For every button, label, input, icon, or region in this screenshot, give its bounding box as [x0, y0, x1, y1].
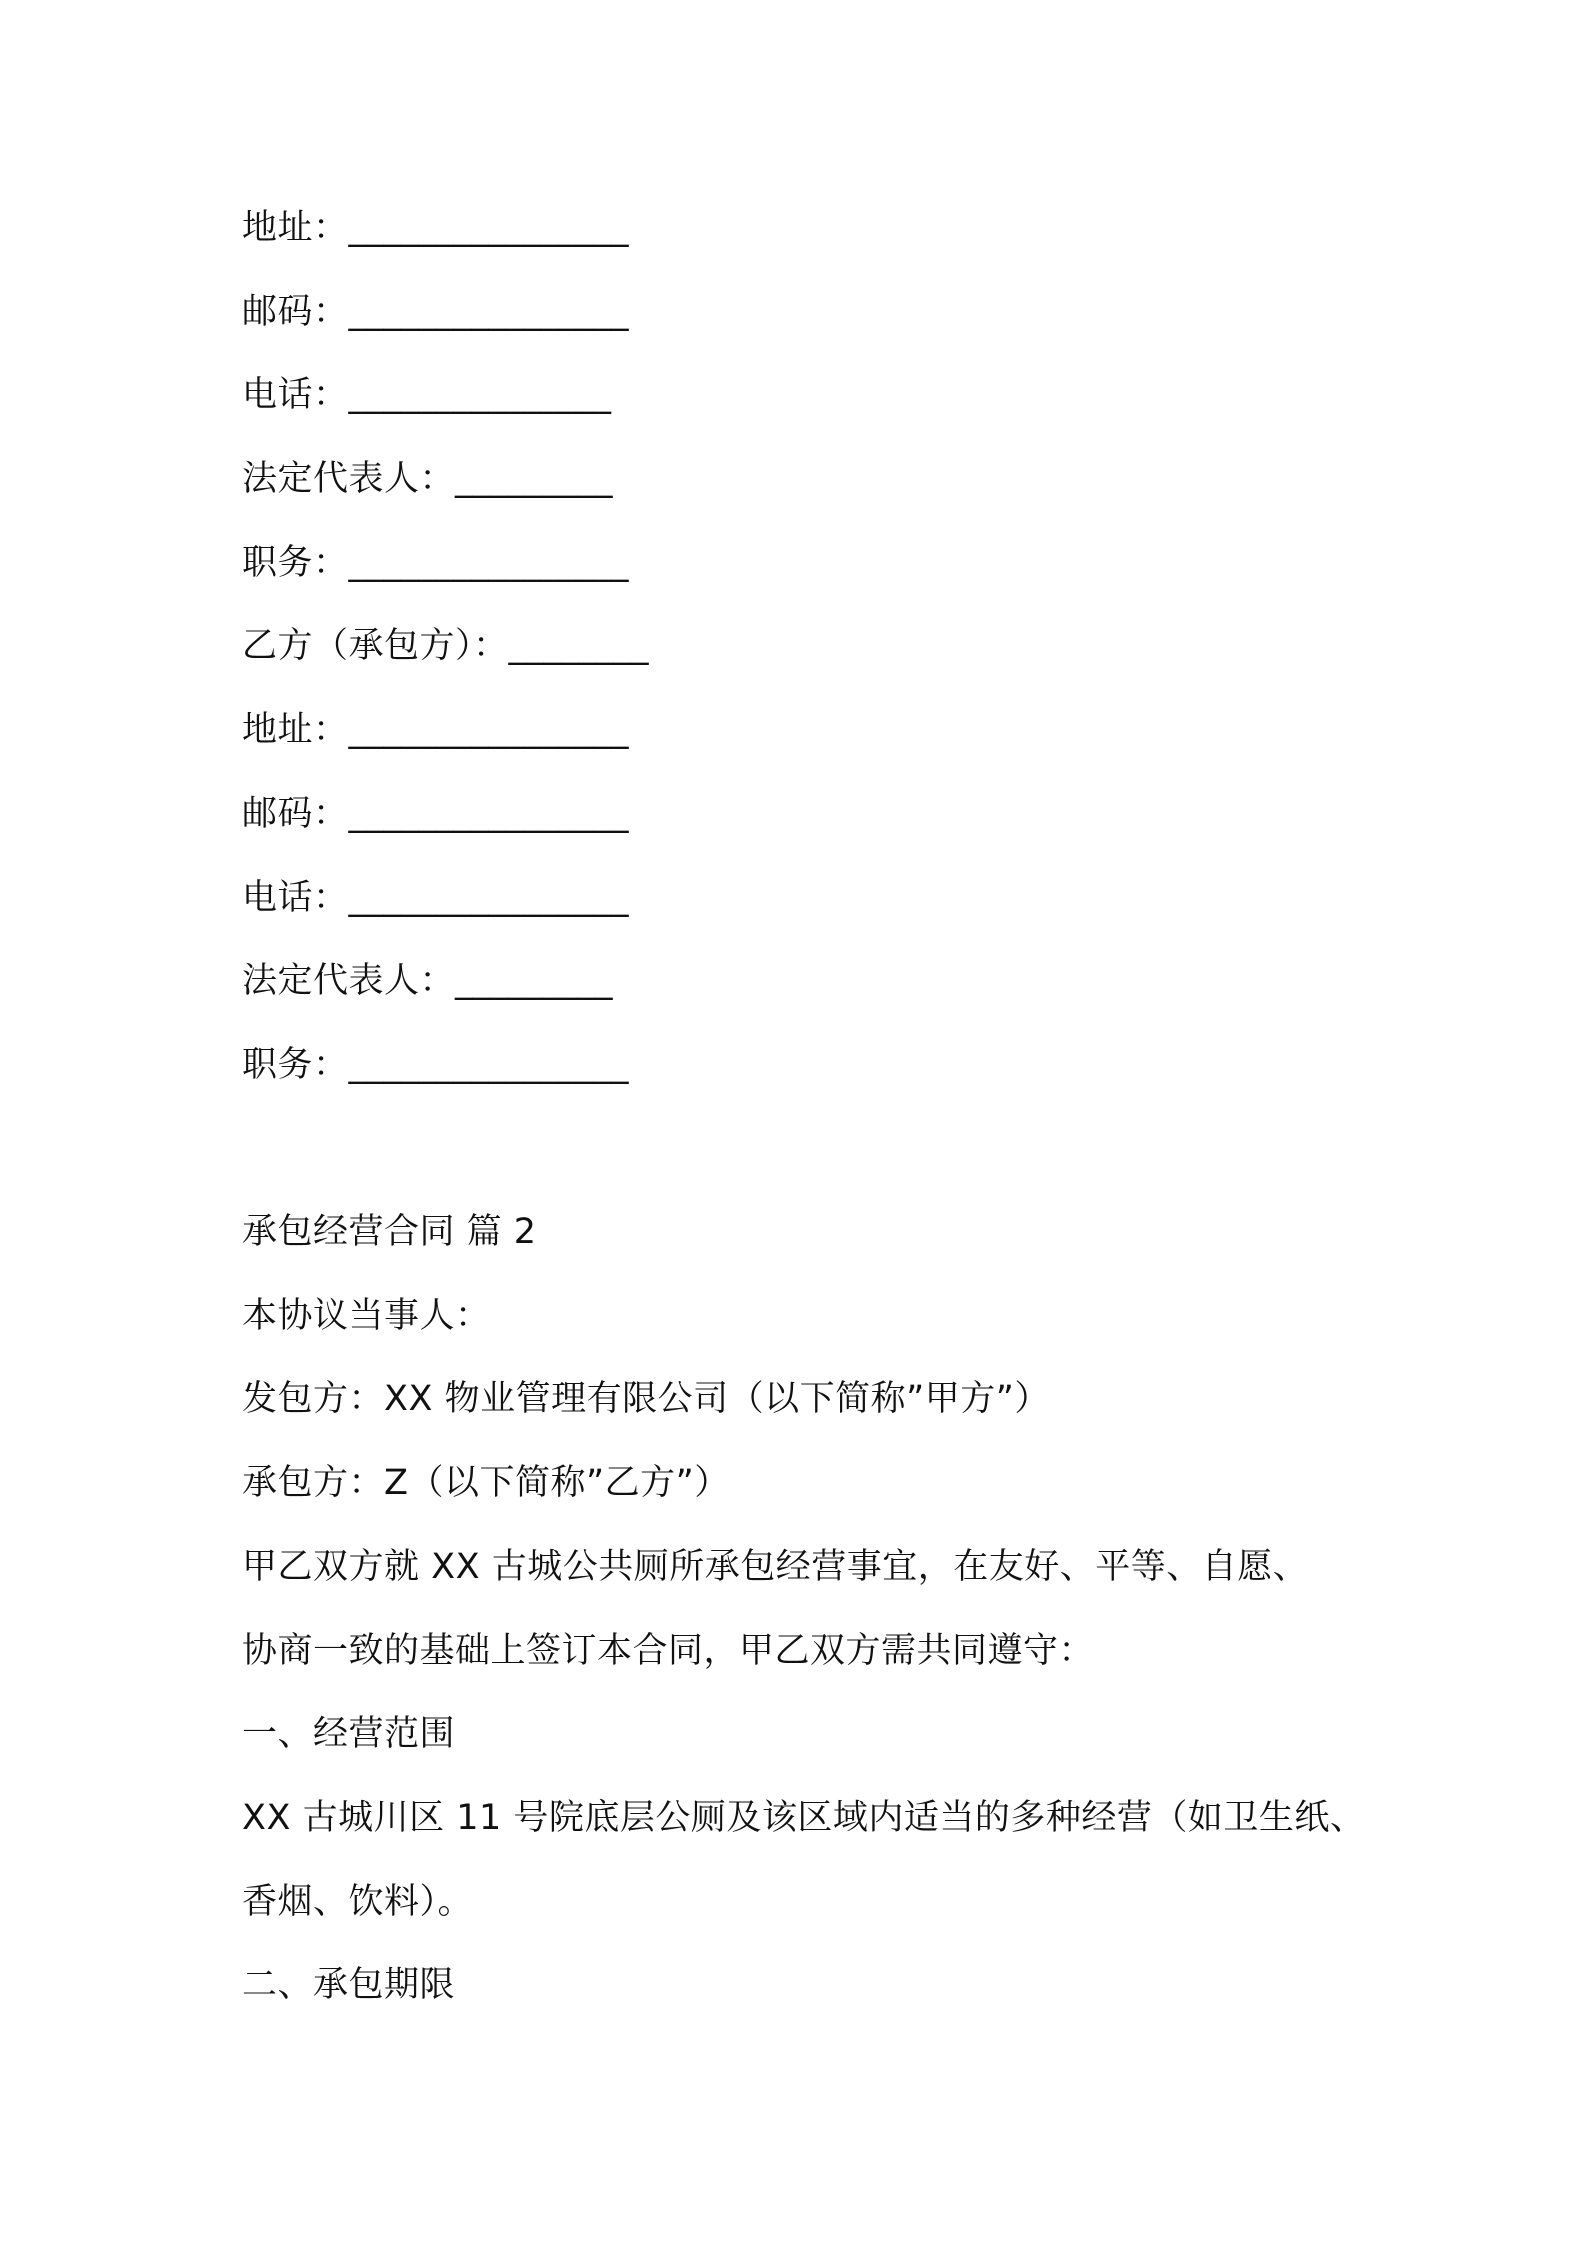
fill-blank: ________________	[348, 710, 629, 750]
party-b-phone-line	[242, 876, 629, 920]
field-label: 职务：	[242, 1045, 349, 1085]
section-1-text-line-2: 香烟、饮料）。	[242, 1882, 474, 1922]
section-1-text-line-1: XX 古城川区 11 号院底层公厕及该区域内适当的多种经营（如卫生纸、	[242, 1798, 1366, 1838]
document-page	[242, 0, 1392, 2244]
preamble-line-1: 甲乙双方就 XX 古城公共厕所承包经营事宜，在友好、平等、自愿、	[242, 1547, 1309, 1587]
fill-blank: ________________	[348, 543, 629, 583]
field-label: 电话：	[242, 375, 349, 415]
fill-blank: _______________	[348, 375, 612, 415]
fill-blank: ________________	[348, 292, 629, 332]
fill-blank: ________	[508, 626, 649, 666]
section-2-heading: 二、承包期限	[242, 1965, 456, 2005]
field-label: 乙方（承包方）：	[242, 626, 509, 666]
party-b-address-line	[242, 708, 629, 752]
field-label: 法定代表人：	[242, 459, 456, 499]
fill-blank: ________________	[348, 1045, 629, 1085]
party-a-position-line	[242, 541, 629, 585]
party-a-phone-line	[242, 373, 611, 417]
preamble-line-2: 协商一致的基础上签订本合同，甲乙双方需共同遵守：	[242, 1631, 1095, 1671]
field-label: 电话：	[242, 878, 349, 918]
party-b-position-line	[242, 1043, 629, 1087]
fill-blank: _________	[455, 961, 613, 1001]
fill-blank: ________________	[348, 794, 629, 834]
party-a-postcode-line	[242, 290, 629, 334]
party-b-postcode-line	[242, 792, 629, 836]
party-b-header-line	[242, 624, 649, 668]
fill-blank: ________________	[348, 208, 629, 248]
field-label: 职务：	[242, 543, 349, 583]
party-a-address-line	[242, 206, 629, 250]
contract-title: 承包经营合同 篇 2	[242, 1212, 537, 1252]
fill-blank: _________	[455, 459, 613, 499]
contractee-line: 承包方：Z（以下简称”乙方”）	[242, 1463, 730, 1503]
field-label: 邮码：	[242, 794, 349, 834]
field-label: 地址：	[242, 710, 349, 750]
party-b-legal-rep-line	[242, 959, 613, 1003]
parties-intro: 本协议当事人：	[242, 1296, 491, 1336]
field-label: 法定代表人：	[242, 961, 456, 1001]
fill-blank: ________________	[348, 878, 629, 918]
contractor-line: 发包方：XX 物业管理有限公司（以下简称”甲方”）	[242, 1379, 1050, 1419]
section-1-heading: 一、经营范围	[242, 1714, 456, 1754]
field-label: 地址：	[242, 208, 349, 248]
party-a-legal-rep-line	[242, 457, 613, 501]
field-label: 邮码：	[242, 292, 349, 332]
